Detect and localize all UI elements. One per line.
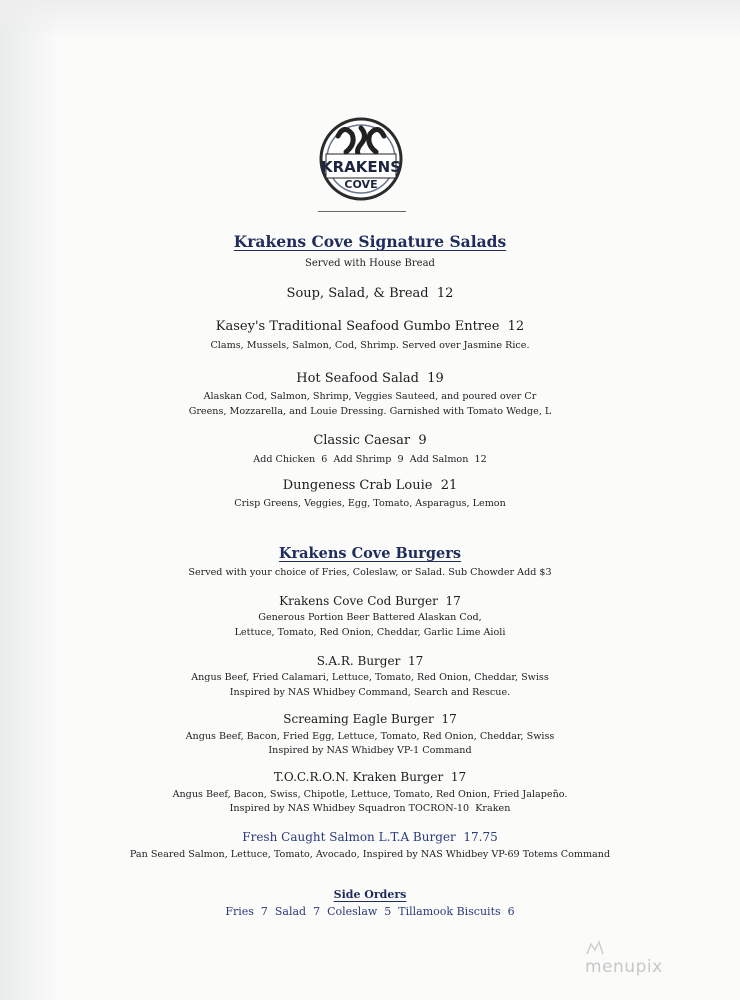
menu-item-hot-seafood-salad: [0, 371, 740, 386]
item-price: 12: [436, 286, 454, 301]
item-desc: Angus Beef, Bacon, Fried Egg, Lettuce, Tomato, Red Onion, Cheddar, Swiss: [185, 731, 555, 742]
item-name: S.A.R. Burger: [316, 654, 401, 668]
side-orders-list: Fries 7 Salad 7 Coleslaw 5 Tillamook Biscuits 6: [225, 905, 515, 918]
menu-item-seafood-gumbo: [0, 319, 740, 334]
item-price: 12: [507, 319, 525, 334]
item-desc: Pan Seared Salmon, Lettuce, Tomato, Avocado, Inspired by NAS Whidbey VP-69 Totems Command: [129, 849, 611, 860]
item-price: 19: [427, 371, 444, 386]
section-title-burgers: Krakens Cove Burgers: [278, 545, 462, 562]
menupix-watermark: menupix: [585, 957, 663, 977]
item-name: Dungeness Crab Louie: [282, 478, 433, 493]
section-title-sides: Side Orders: [333, 888, 407, 901]
item-name: Fresh Caught Salmon L.T.A Burger: [242, 830, 456, 844]
menu-item-cod-burger: [0, 594, 740, 608]
menu-item-soup-salad-bread: [0, 286, 740, 301]
item-name: T.O.C.R.O.N. Kraken Burger: [273, 770, 444, 784]
item-desc: Greens, Mozzarella, and Louie Dressing. Garnished with Tomato Wedge, L: [188, 406, 552, 417]
item-desc: Angus Beef, Fried Calamari, Lettuce, Tomato, Red Onion, Cheddar, Swiss: [191, 672, 549, 683]
menu-item-classic-caesar: [0, 433, 740, 448]
salads-subtitle: Served with House Bread: [305, 258, 435, 269]
item-desc: Crisp Greens, Veggies, Egg, Tomato, Asparagus, Lemon: [234, 498, 506, 509]
section-title-salads: Krakens Cove Signature Salads: [233, 232, 507, 251]
item-desc: Inspired by NAS Whidbey Command, Search and Rescue.: [229, 687, 511, 698]
item-name: Classic Caesar: [313, 433, 411, 448]
item-desc: Inspired by NAS Whidbey VP-1 Command: [268, 745, 472, 756]
item-price: 17.75: [463, 830, 498, 844]
menu-item-tocron-kraken-burger: [0, 770, 740, 784]
krakens-cove-logo: [316, 114, 406, 212]
item-price: 17: [441, 712, 457, 726]
logo-text-cove: COVE: [344, 178, 378, 191]
item-desc: Lettuce, Tomato, Red Onion, Cheddar, Garlic Lime Aioli: [234, 627, 506, 638]
item-price: 21: [440, 478, 458, 493]
logo-text-krakens: KRAKENS: [320, 158, 402, 176]
item-price: 9: [418, 433, 427, 448]
menu-item-dungeness-crab-louie: [0, 478, 740, 493]
item-name: Screaming Eagle Burger: [283, 712, 434, 726]
item-desc: Clams, Mussels, Salmon, Cod, Shrimp. Served over Jasmine Rice.: [210, 340, 530, 351]
menu-item-sar-burger: [0, 654, 740, 668]
item-name: Krakens Cove Cod Burger: [279, 594, 438, 608]
item-price: 17: [450, 770, 467, 784]
item-name: Soup, Salad, & Bread: [286, 286, 429, 301]
item-name: Hot Seafood Salad: [296, 371, 419, 386]
item-desc: Add Chicken 6 Add Shrimp 9 Add Salmon 12: [253, 454, 487, 465]
item-price: 17: [407, 654, 424, 668]
menu-item-salmon-lta-burger: [0, 830, 740, 844]
item-name: Kasey's Traditional Seafood Gumbo Entree: [215, 319, 500, 334]
menu-item-screaming-eagle-burger: [0, 712, 740, 726]
item-desc: Angus Beef, Bacon, Swiss, Chipotle, Lettuce, Tomato, Red Onion, Fried Jalapeño.: [172, 789, 568, 800]
item-price: 17: [445, 594, 461, 608]
logo-divider: [318, 211, 406, 212]
item-desc: Alaskan Cod, Salmon, Shrimp, Veggies Sauteed, and poured over Cr: [203, 391, 537, 402]
item-desc: Inspired by NAS Whidbey Squadron TOCRON-10 Kraken: [229, 803, 511, 814]
page-shadow-top: [0, 0, 740, 40]
item-desc: Generous Portion Beer Battered Alaskan Cod,: [258, 612, 482, 623]
burgers-subtitle: Served with your choice of Fries, Coleslaw, or Salad. Sub Chowder Add $3: [188, 567, 552, 578]
